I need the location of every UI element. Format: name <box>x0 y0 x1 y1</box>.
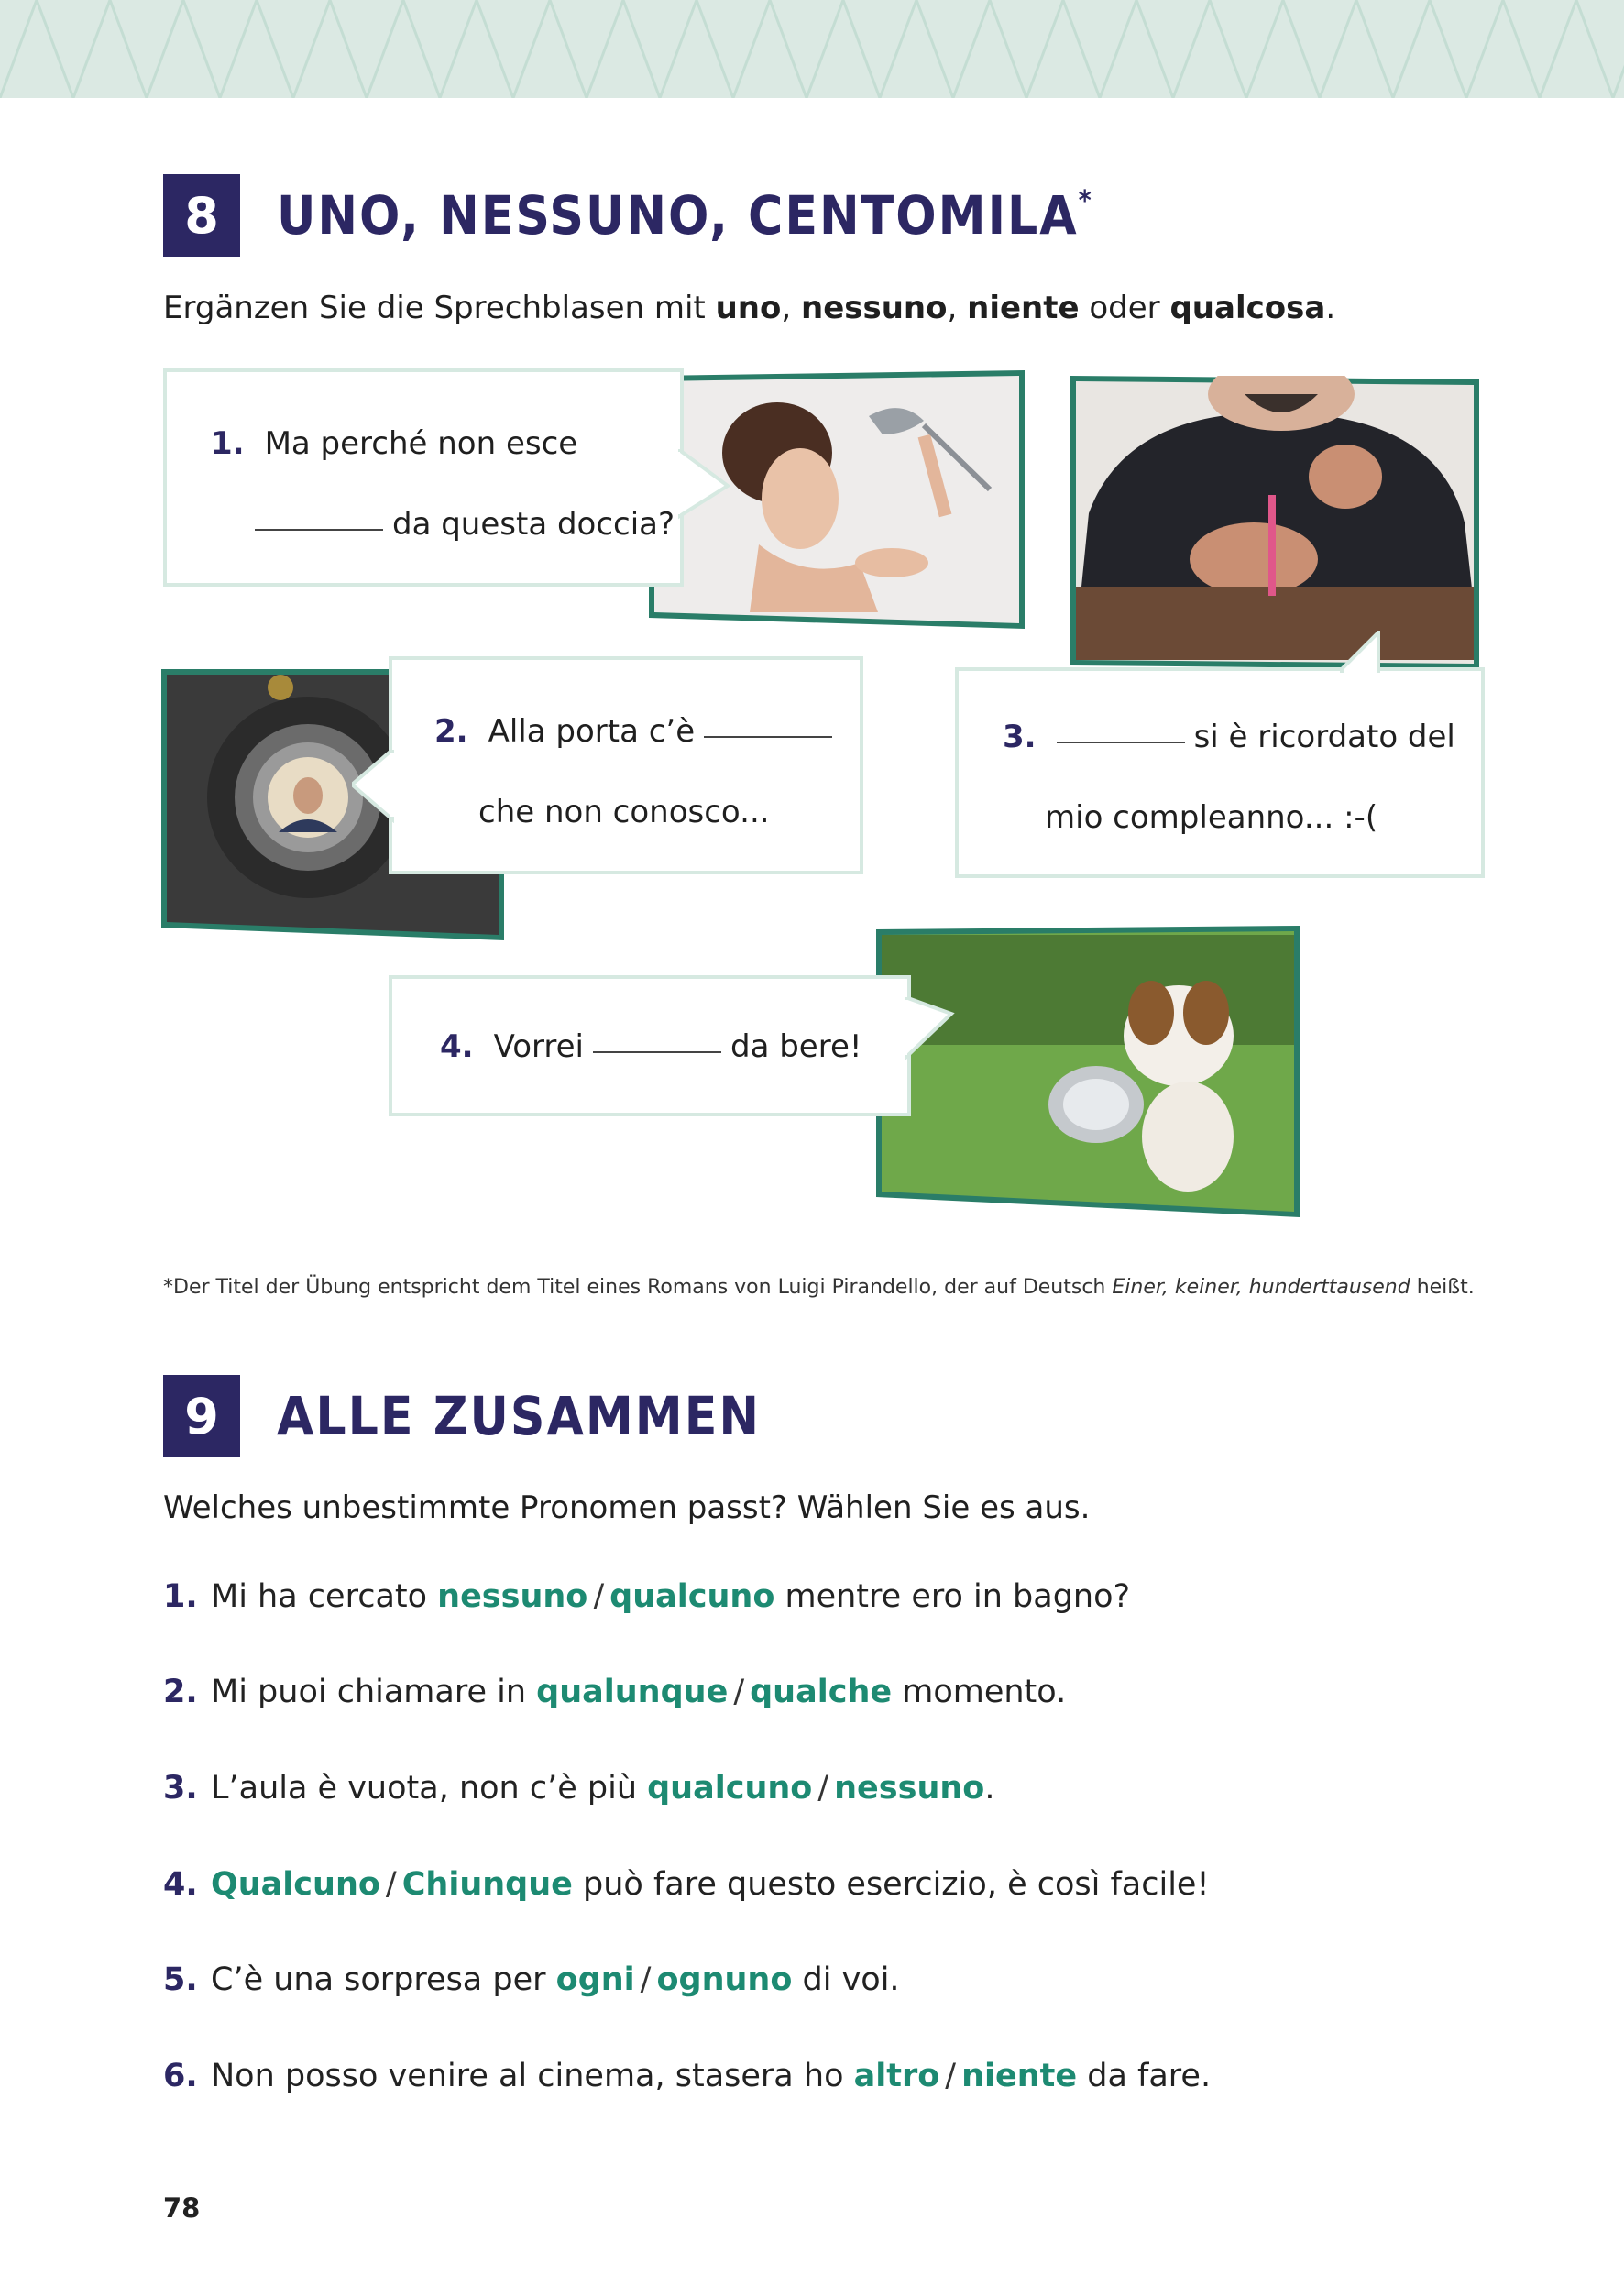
list-item: 1. Mi ha cercato nessuno / qualcuno mentre ero in bagno? <box>163 1578 1131 1615</box>
exercise-9-title: ALLE ZUSAMMEN <box>277 1385 762 1447</box>
footnote: *Der Titel der Übung entspricht dem Titel eines Romans von Luigi Pirandello, der auf Deutsch Einer, keiner, hunderttausend heißt. <box>163 1276 1475 1299</box>
top-decorative-band <box>0 0 1624 98</box>
dog-bowl-photo <box>876 926 1300 1217</box>
speech-bubble-2-tail <box>352 750 398 823</box>
choice-option[interactable]: altro <box>853 2058 940 2094</box>
list-item: 5. C’è una sorpresa per ogni / ognuno di voi. <box>163 1961 900 1998</box>
exercise-8-instruction: Ergänzen Sie die Sprechblasen mit uno, nessuno, niente oder qualcosa. <box>163 290 1336 326</box>
speech-bubble-4-tail <box>905 997 957 1063</box>
page-number: 78 <box>163 2192 201 2224</box>
speech-bubble-2: 2. Alla porta c’è che non conosco... <box>389 656 863 874</box>
list-item: 6. Non posso venire al cinema, stasera ho altro / niente da fare. <box>163 2058 1212 2094</box>
answer-blank-4[interactable] <box>593 1051 721 1053</box>
list-item: 4. Qualcuno / Chiunque può fare questo esercizio, è così facile! <box>163 1866 1210 1903</box>
choice-option[interactable]: ognuno <box>656 1961 793 1998</box>
choice-option[interactable]: qualche <box>750 1674 893 1710</box>
choice-option[interactable]: qualcuno <box>647 1770 813 1807</box>
exercise-9-header <box>163 1375 761 1457</box>
choice-option[interactable]: nessuno <box>834 1770 985 1807</box>
speech-bubble-1-tail <box>678 449 733 522</box>
choice-option[interactable]: qualcuno <box>609 1578 775 1615</box>
list-item: 3. L’aula è vuota, non c’è più qualcuno / nessuno. <box>163 1770 995 1807</box>
speech-bubble-1: 1. Ma perché non esce da questa doccia? <box>163 368 684 587</box>
choice-option[interactable]: niente <box>961 2058 1078 2094</box>
answer-blank-1[interactable] <box>255 529 383 531</box>
choice-option[interactable]: Qualcuno <box>211 1866 380 1903</box>
exercise-8-title: UNO, NESSUNO, CENTOMILA* <box>277 184 1093 247</box>
choice-option[interactable]: nessuno <box>437 1578 588 1615</box>
list-item: 2. Mi puoi chiamare in qualunque / qualche momento. <box>163 1674 1067 1710</box>
exercise-9-instruction: Welches unbestimmte Pronomen passt? Wählen Sie es aus. <box>163 1489 1091 1526</box>
exercise-9-number: 9 <box>163 1375 240 1457</box>
choice-option[interactable]: qualunque <box>536 1674 729 1710</box>
answer-blank-2[interactable] <box>704 736 832 738</box>
speech-bubble-3-tail <box>1340 631 1386 675</box>
choice-option[interactable]: ogni <box>555 1961 635 1998</box>
answer-blank-3[interactable] <box>1057 742 1185 743</box>
speech-bubble-4: 4. Vorrei da bere! <box>389 975 911 1116</box>
exercise-8-number: 8 <box>163 174 240 257</box>
man-candle-photo <box>1070 376 1479 669</box>
exercise-8-header <box>163 174 1093 257</box>
choice-option[interactable]: Chiunque <box>401 1866 573 1903</box>
speech-bubble-3: 3. si è ricordato del mio compleanno... :-( <box>955 667 1485 878</box>
